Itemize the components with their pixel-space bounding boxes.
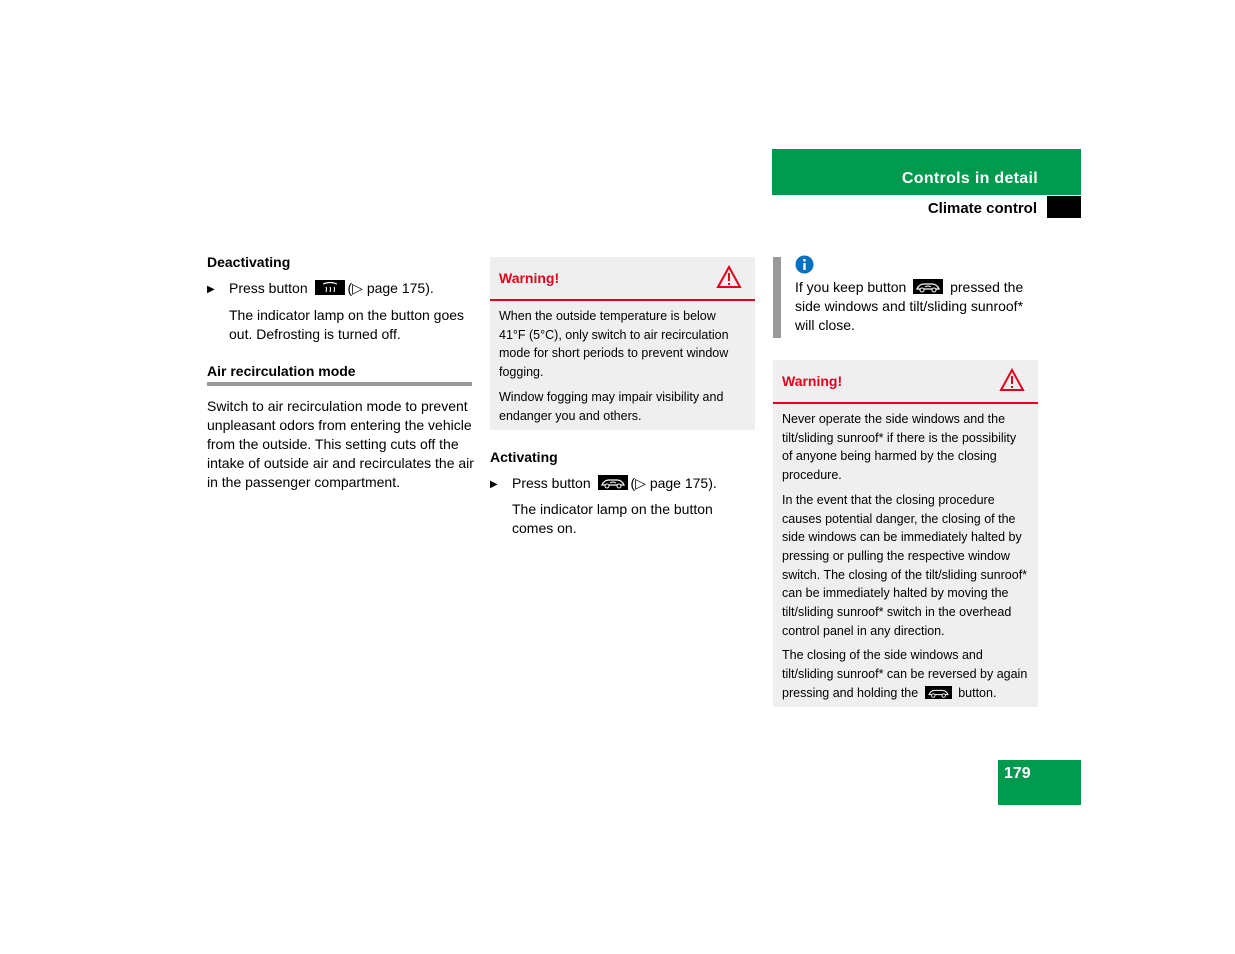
warning-paragraph: Never operate the side windows and the tilt/sliding sunroof* if there is the possibility of anyone being harmed by the closing procedure. <box>782 412 1017 483</box>
recirculation-button-icon <box>598 475 628 490</box>
warning-header <box>773 360 1038 404</box>
deactivating-result: The indicator lamp on the button goes out. Defrosting is turned off. <box>229 307 465 342</box>
page-reference: (▷ page 175). <box>347 280 434 296</box>
warning-triangle-icon <box>716 265 742 294</box>
activating-step <box>490 474 760 494</box>
header-title: Controls in detail <box>901 170 1038 187</box>
warning-box-1 <box>490 257 755 430</box>
info-icon <box>795 255 814 279</box>
warning-body <box>773 404 1038 715</box>
warning-label: Warning! <box>499 270 560 286</box>
warning-triangle-icon <box>999 368 1025 397</box>
info-text-post: pressed the side windows and tilt/sliding sunroof* will close. <box>795 279 1024 333</box>
warning-text-pre: The closing of the side windows and tilt/sliding sunroof* can be reversed by again pressing and holding the <box>782 648 1028 700</box>
header-subtitle: Climate control <box>927 200 1037 217</box>
warning-header <box>490 257 755 301</box>
warning-text-post: button. <box>958 685 997 700</box>
bullet-icon: ▶ <box>490 479 498 490</box>
warning-paragraph: Window fogging may impair visibility and endanger you and others. <box>499 389 724 423</box>
step-text: Press button <box>512 475 591 491</box>
header-bar <box>772 149 1081 195</box>
info-text-pre: If you keep button <box>795 279 907 295</box>
info-text <box>795 278 1040 335</box>
warning-label: Warning! <box>782 373 843 389</box>
deactivating-step <box>207 279 477 299</box>
page-reference: (▷ page 175). <box>630 475 717 491</box>
warning-box-2 <box>773 360 1038 707</box>
warning-body <box>490 301 755 437</box>
recirculation-button-icon <box>913 279 943 294</box>
info-bar <box>773 257 781 338</box>
warning-paragraph: When the outside temperature is below 41°F (5°C), only switch to air recirculation mode for short periods to prevent window fogging. <box>499 309 729 380</box>
defrost-button-icon <box>315 280 345 295</box>
step-text: Press button <box>229 280 308 296</box>
header-marker <box>1047 196 1081 218</box>
warning-paragraph <box>782 646 1029 702</box>
activating-result: The indicator lamp on the button comes on. <box>512 501 713 536</box>
air-recirculation-text: Switch to air recirculation mode to prevent unpleasant odors from entering the vehicle from the outside. This setting cuts off the intake of outside air and recirculates the air in the passenger compartment. <box>207 398 474 490</box>
section-rule <box>207 382 472 386</box>
recirculation-button-icon <box>925 686 952 699</box>
bullet-icon: ▶ <box>207 284 215 295</box>
activating-heading: Activating <box>490 449 558 465</box>
page-number: 179 <box>998 760 1081 805</box>
deactivating-heading: Deactivating <box>207 254 291 270</box>
air-recirculation-heading: Air recirculation mode <box>207 363 356 379</box>
warning-paragraph: In the event that the closing procedure causes potential danger, the closing of the side windows can be immediately halted by pressing or pulling the respective window switch. The closing of the tilt/sliding sunroof* can be immediately halted by moving the tilt/sliding sunroof* switch in the overhead control panel in any direction. <box>782 492 1028 638</box>
